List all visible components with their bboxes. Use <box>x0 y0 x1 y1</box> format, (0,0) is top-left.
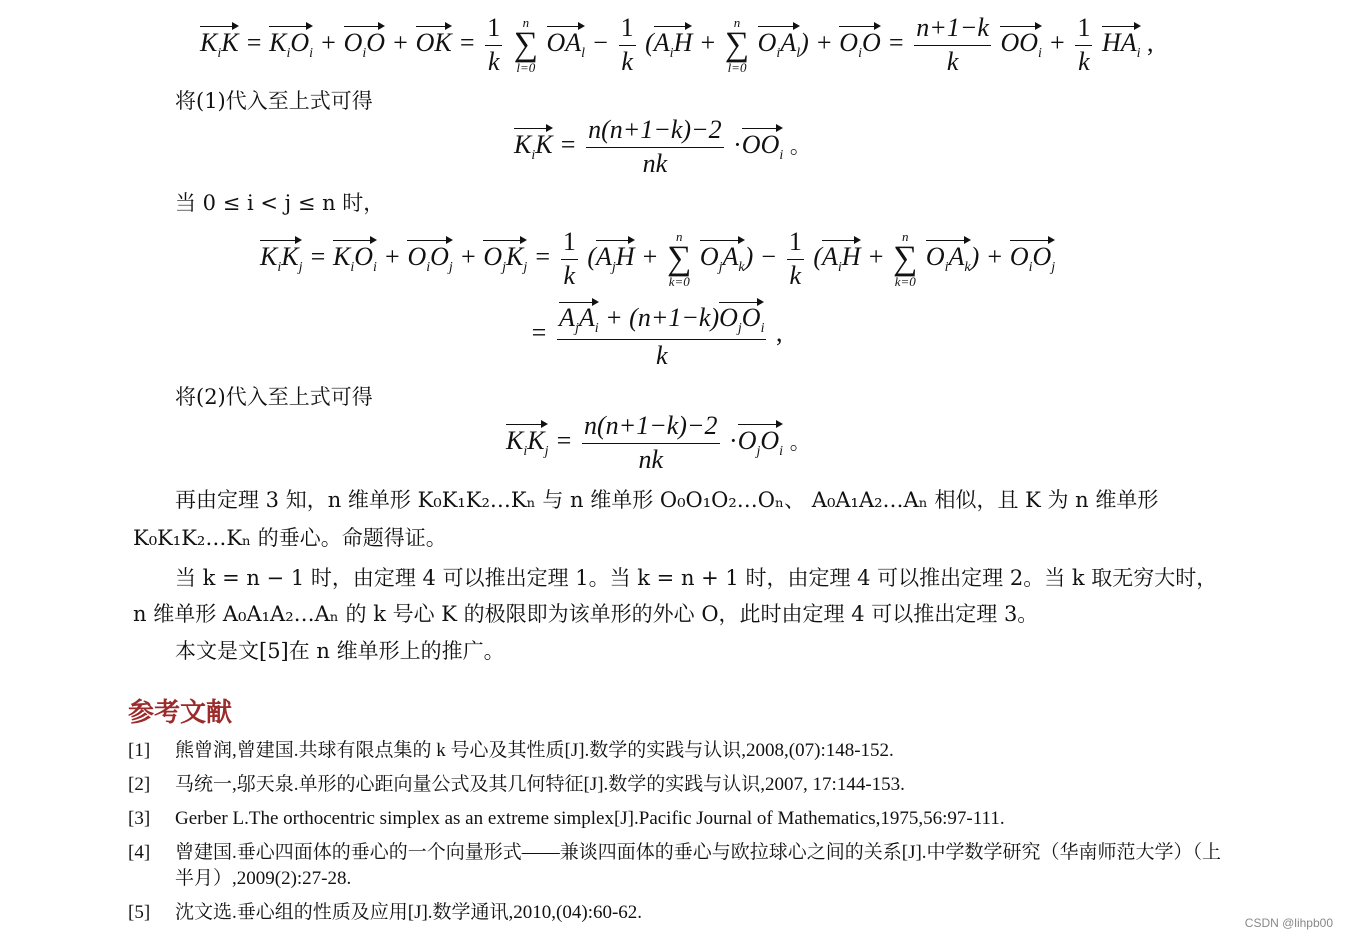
case-condition-text: 当 0 ≤ i < j ≤ n 时， <box>175 191 385 215</box>
reference-text: Gerber L.The orthocentric simplex as an extreme simplex[J].Pacific Journal of Mathematics,1975,56:97-111. <box>175 808 1005 829</box>
substitute-text-2: 将(2)代入至上式可得 <box>175 385 373 409</box>
reference-text: 沈文选.垂心组的性质及应用[J].数学通讯,2010,(04):60-62. <box>175 902 643 923</box>
watermark: CSDN @lihpb00 <box>1244 916 1333 930</box>
reference-text: 曾建国.垂心四面体的垂心的一个向量形式——兼谈四面体的垂心与欧拉球心之间的关系[J].中学数学研究（华南师范大学）（上半月）,2009(2):27-28. <box>175 842 1222 889</box>
closing-paragraph: 本文是文[5]在 n 维单形上的推广。 <box>175 639 505 663</box>
reference-item <box>128 772 1228 798</box>
substitute-text-1: 将(1)代入至上式可得 <box>175 89 373 113</box>
reference-number: [3] <box>128 808 151 829</box>
reference-item <box>128 900 1228 926</box>
reference-text: 熊曾润,曾建国.共球有限点集的 k 号心及其性质[J].数学的实践与认识,2008,(07):148-152. <box>175 740 894 761</box>
reference-number: [4] <box>128 842 151 863</box>
equation-3: $K_iK_j = K_iO_i + O_iO_j + O_jK_j$ = $\frac{1}{k}$ ($A_jH$ + n ∑ k=0 $O_jA_k$) − $\frac{1}{k}$ ($A_iH$ + n ∑ k=0 $O_iA_k) + O_iO_j$ <box>260 227 1056 290</box>
reference-item <box>128 840 1228 892</box>
reference-list <box>128 738 1228 934</box>
equation-2: $K_iK$ = $\frac{n(n+1-k)-2}{nk}$ $\cdot OO_i$ 。 <box>514 115 811 178</box>
references-heading: 参考文献 <box>128 698 233 728</box>
reference-text: 马统一,邬天泉.单形的心距向量公式及其几何特征[J].数学的实践与认识,2007, 17:144-153. <box>175 774 905 795</box>
corollary-paragraph: 当 k = n − 1 时，由定理 4 可以推出定理 1。当 k = n + 1 时，由定理 4 可以推出定理 2。当 k 取无穷大时，n 维单形 A₀A₁A₂…Aₙ 的 k 号心 K 的极限即为该单形的外心 O，此时由定理 4 可以推出定理 3。 <box>133 566 1218 626</box>
reference-number: [5] <box>128 902 151 923</box>
equation-4: = $\frac{A_jA_i + (n+1-k)O_jO_i}{k}$ , <box>530 300 782 370</box>
reference-number: [1] <box>128 740 151 761</box>
reference-number: [2] <box>128 774 151 795</box>
reference-item <box>128 738 1228 764</box>
conclusion-paragraph: 再由定理 3 知，n 维单形 K₀K₁K₂…Kₙ 与 n 维单形 O₀O₁O₂…Oₙ、 A₀A₁A₂…Aₙ 相似，且 K 为 n 维单形 K₀K₁K₂…Kₙ 的垂心。命题得证。 <box>133 488 1159 550</box>
equation-1: $K_iK = K_iO_i + O_iO$ + OK = $\frac{1}{k}$ n ∑ l=0 $OA_l$ − $\frac{1}{k}$ ($A_iH$ + n ∑ l=0 $O_iA_l) + O_iO$ = $\frac{n+1-k}{k}$ $OO_i$ + $\frac{1}{k}$ $HA_i$ , <box>200 13 1154 76</box>
reference-item <box>128 806 1228 832</box>
equation-5: $K_iK_j$ = $\frac{n(n+1-k)-2}{nk}$ $\cdot O_jO_i$ 。 <box>506 411 811 474</box>
